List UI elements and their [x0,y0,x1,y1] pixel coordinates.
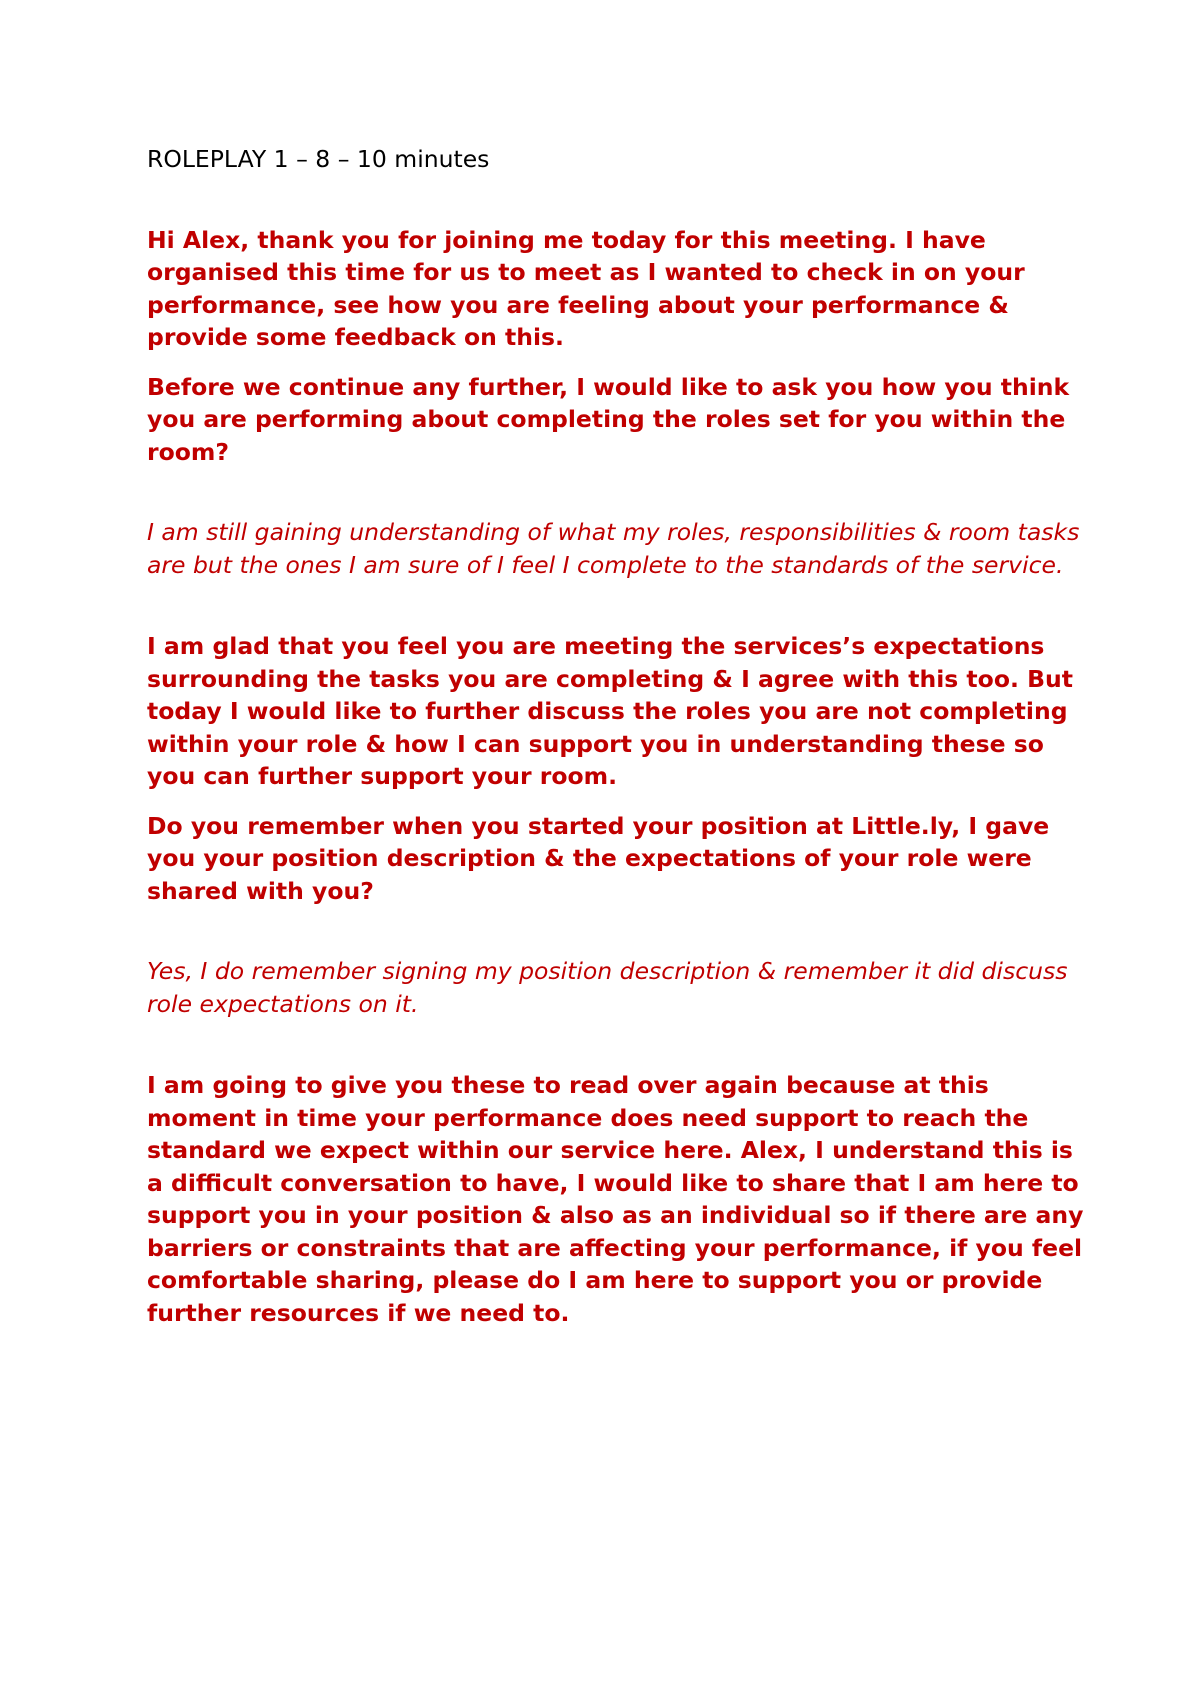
manager-line-agreement: I am glad that you feel you are meeting the services’s expectations surrounding the tasks you are completing & I agree with this too. But today I would like to further discuss the roles you are not completing within your role & how I can support you in understanding these so you can further support your room. [147,632,1073,790]
document-heading: ROLEPLAY 1 – 8 – 10 minutes [147,145,490,173]
employee-response-1: I am still gaining understanding of what my roles, responsibilities & room tasks are but the ones I am sure of I feel I complete to the standards of the service. [147,518,1080,579]
document-body [147,143,1087,1329]
manager-line-question: Before we continue any further, I would like to ask you how you think you are performing about completing the roles set for you within the room? [147,372,1070,466]
employee-response-2: Yes, I do remember signing my position description & remember it did discuss role expectations on it. [147,957,1068,1018]
manager-line-position-description: Do you remember when you started your position at Little.ly, I gave you your position description & the expectations of your role were shared with you? [147,811,1050,905]
manager-line-support: I am going to give you these to read over again because at this moment in time your performance does need support to reach the standard we expect within our service here. Alex, I understand this is a difficult conversation to have, I would like to share that I am here to support you in your position & also as an individual so if there are any barriers or constraints that are affecting your performance, if you feel comfortable sharing, please do I am here to support you or provide further resources if we need to. [147,1071,1084,1327]
manager-line-greeting: Hi Alex, thank you for joining me today for this meeting. I have organised this time for us to meet as I wanted to check in on your performance, see how you are feeling about your performance & provide some feedback on this. [147,225,1025,351]
